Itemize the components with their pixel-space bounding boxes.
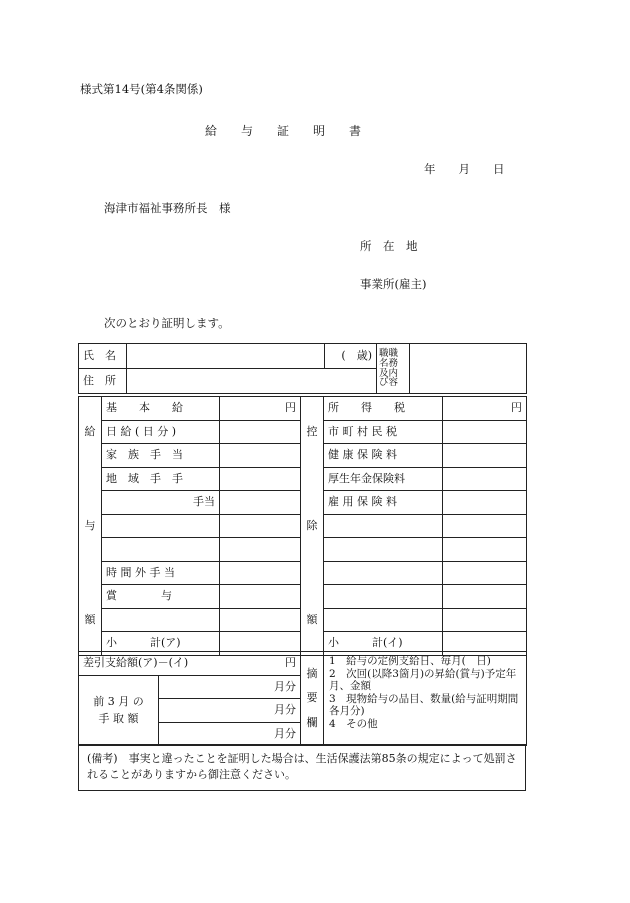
- deduction-item-label: 市 町 村 民 税: [324, 420, 443, 444]
- salary-row: [79, 561, 527, 585]
- salary-side-cell: [79, 397, 102, 421]
- salary-amount-field[interactable]: [220, 514, 301, 538]
- salary-item-label: [102, 514, 220, 538]
- deduction-amount-field[interactable]: [443, 585, 527, 609]
- remarks-text: 事実と違ったことを証明した場合は、生活保護法第85条の規定によって処罰されることがありますから御注意ください。: [87, 752, 517, 781]
- memo-side-char-3: 欄: [306, 715, 318, 729]
- salary-item-label: 賞 与: [102, 585, 220, 609]
- salary-row: [79, 491, 527, 515]
- deduction-amount-field[interactable]: [443, 491, 527, 515]
- salary-amount-field[interactable]: [220, 538, 301, 562]
- deduction-side-cell: [301, 467, 324, 491]
- document-title: 給 与 証 明 書: [205, 124, 362, 138]
- salary-table: [78, 396, 527, 656]
- salary-row: [79, 444, 527, 468]
- net-unit: 円: [285, 656, 296, 670]
- salary-item-label: 時 間 外 手 当: [102, 561, 220, 585]
- salary-side-cell: [79, 585, 102, 609]
- deduction-amount-field[interactable]: [443, 420, 527, 444]
- deduction-side-cell: [301, 397, 324, 421]
- salary-row: [79, 397, 527, 421]
- deduction-amount-field[interactable]: 円: [443, 397, 527, 421]
- salary-side-cell: 給: [79, 420, 102, 444]
- memo-item-1: 1 給与の定例支給日、毎月( 日): [329, 655, 491, 667]
- job-label: 職職名務及内び容: [377, 344, 410, 394]
- salary-side-cell: [79, 467, 102, 491]
- salary-row: [79, 420, 527, 444]
- salary-side-cell: 額: [79, 608, 102, 632]
- salary-item-label: [102, 608, 220, 632]
- net-label: 差引支給額(ア)－(イ): [79, 652, 159, 676]
- deduction-side-cell: [301, 561, 324, 585]
- address-label: 所 在 地: [360, 239, 418, 253]
- salary-side-cell: [79, 538, 102, 562]
- previous-month-1[interactable]: 月分: [159, 675, 301, 699]
- deduction-side-cell: [301, 491, 324, 515]
- memo-side-char-2: 要: [306, 691, 318, 705]
- memo-side-char-1: 摘: [306, 667, 318, 681]
- previous-label: [79, 675, 159, 746]
- deduction-side-cell: 除: [301, 514, 324, 538]
- intro-text: 次のとおり証明します。: [104, 316, 230, 330]
- memo-item-3: 3 現物給与の品目、数量(給与証明期間各月分): [329, 692, 519, 718]
- salary-amount-field[interactable]: [220, 420, 301, 444]
- salary-amount-field[interactable]: [220, 585, 301, 609]
- salary-amount-field[interactable]: [220, 608, 301, 632]
- remarks-label: (備考): [87, 752, 118, 765]
- deduction-amount-field[interactable]: [443, 444, 527, 468]
- form-number: 様式第14号(第4条関係): [80, 82, 203, 96]
- previous-label-line2: 手 取 額: [98, 712, 139, 726]
- name-field[interactable]: [127, 344, 325, 369]
- deduction-side-cell: [301, 585, 324, 609]
- name-label: 氏 名: [79, 344, 127, 369]
- salary-amount-field[interactable]: [220, 561, 301, 585]
- salary-item-label: 地 域 手 手: [102, 467, 220, 491]
- salary-row: [79, 538, 527, 562]
- age-label: ( 歳): [325, 344, 377, 369]
- salary-item-label: 家 族 手 当: [102, 444, 220, 468]
- date-line: 年 月 日: [424, 162, 505, 176]
- previous-label-line1: 前 3 月 の: [93, 694, 144, 708]
- salary-side-cell: [79, 561, 102, 585]
- deduction-item-label: [324, 514, 443, 538]
- deduction-item-label: 雇 用 保 険 料: [324, 491, 443, 515]
- salary-side-cell: 与: [79, 514, 102, 538]
- salary-row: [79, 514, 527, 538]
- deduction-item-label: 小 計(イ): [324, 632, 443, 656]
- job-field[interactable]: [410, 344, 527, 394]
- deduction-side-cell: [301, 538, 324, 562]
- remarks-box: [79, 745, 526, 791]
- address-field[interactable]: [127, 369, 377, 394]
- memo-content: [324, 652, 527, 746]
- deduction-item-label: [324, 561, 443, 585]
- deduction-item-label: [324, 585, 443, 609]
- deduction-side-cell: 控: [301, 420, 324, 444]
- salary-amount-field[interactable]: 円: [220, 397, 301, 421]
- salary-item-label: [102, 538, 220, 562]
- person-table: [78, 343, 527, 394]
- deduction-item-label: [324, 608, 443, 632]
- salary-row: [79, 608, 527, 632]
- salary-item-label: 小 計(ア): [102, 632, 220, 656]
- deduction-amount-field[interactable]: [443, 538, 527, 562]
- salary-item-label: 日 給 ( 日 分 ): [102, 420, 220, 444]
- address-row-label: 住 所: [79, 369, 127, 394]
- salary-side-cell: [79, 444, 102, 468]
- employer-label: 事業所(雇主): [360, 277, 427, 291]
- deduction-item-label: 厚生年金保険料: [324, 467, 443, 491]
- previous-month-3[interactable]: 月分: [159, 722, 301, 746]
- deduction-amount-field[interactable]: [443, 608, 527, 632]
- deduction-amount-field[interactable]: [443, 561, 527, 585]
- deduction-side-cell: [301, 444, 324, 468]
- salary-amount-field[interactable]: [220, 491, 301, 515]
- deduction-amount-field[interactable]: [443, 467, 527, 491]
- memo-side-label: [301, 652, 324, 746]
- deduction-item-label: 所 得 税: [324, 397, 443, 421]
- salary-side-cell: [79, 491, 102, 515]
- deduction-item-label: 健 康 保 険 料: [324, 444, 443, 468]
- deduction-amount-field[interactable]: [443, 514, 527, 538]
- summary-table: [78, 651, 527, 746]
- previous-month-2[interactable]: 月分: [159, 699, 301, 723]
- addressee: 海津市福祉事務所長 様: [104, 201, 231, 215]
- deduction-side-cell: 額: [301, 608, 324, 632]
- salary-amount-field[interactable]: [220, 467, 301, 491]
- remarks-table: [78, 744, 526, 791]
- deduction-item-label: [324, 538, 443, 562]
- memo-item-2: 2 次回(以降3箇月)の昇給(賞与)予定年月、金額: [329, 667, 517, 693]
- salary-row: [79, 585, 527, 609]
- salary-item-label: 基 本 給: [102, 397, 220, 421]
- memo-item-4: 4 その他: [329, 717, 378, 730]
- salary-amount-field[interactable]: [220, 444, 301, 468]
- salary-row: [79, 467, 527, 491]
- salary-item-label: 手当: [102, 491, 220, 515]
